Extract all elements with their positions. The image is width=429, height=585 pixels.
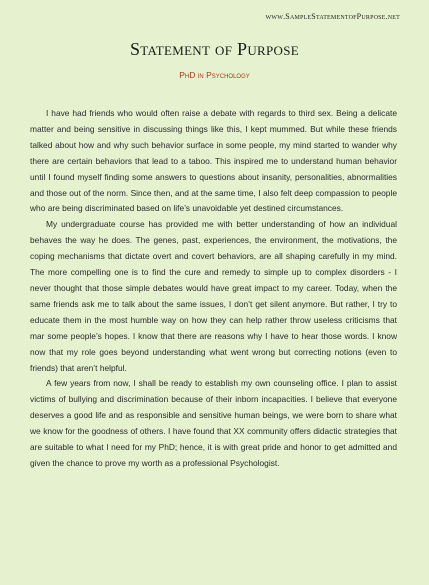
document-title: Statement of Purpose (129, 39, 300, 59)
site-url: www.SampleStatementofPurpose.net (265, 12, 400, 21)
document-subtitle: PhD in Psychology (179, 70, 250, 80)
paragraph-2: My undergraduate course has provided me with better understanding of how an individual behaves the way he does. The genes, past, experiences, the environment, the motivations, the coping mechanisms that dictate overt and covert behaviors, are all shaping carefully in my mind. The more compelling one is to find the cure and remedy to simple up to complex disorders - I never thought that those simple debates would have great impact to my career. Today, when the same friends ask me to talk about the same issues, I don’t get silent anymore. But rather, I try to educate them in the most humble way on how they can help rather throw useless criticisms that mar some people’s hopes. I know that there are reasons why I have to hear those words. I know now that my role goes beyond understanding what went wrong but correcting notions (even to friends) that aren’t helpful. (30, 219, 397, 373)
paragraph-3: A few years from now, I shall be ready to establish my own counseling office. I plan to assist victims of bullying and discrimination because of their inborn incapacities. I believe that everyone deserves a good life and as responsible and sensitive human beings, we were born to share what we know for the goodness of others. I have found that XX community offers didactic strategies that are suitable to what I need for my PhD; hence, it is with great pride and honor to get admitted and given the chance to prove my worth as a professional Psychologist. (30, 378, 397, 468)
document-body (30, 106, 397, 472)
paragraph-1: I have had friends who would often raise a debate with regards to third sex. Being a delicate matter and being sensitive in discussing things like this, I kept mummed. But while these friends talked about how and why such behavior surface in some people, my mind started to wander why there are certain behaviors that lead to a taboo. This inspired me to understand human behavior until I found myself finding some answers to questions about insanity, personalities, abnormalities and those out of the norm. Since then, and at the same time, I also felt deep compassion to people who are being discriminated based on life’s unavoidable yet destined circumstances. (30, 108, 397, 214)
